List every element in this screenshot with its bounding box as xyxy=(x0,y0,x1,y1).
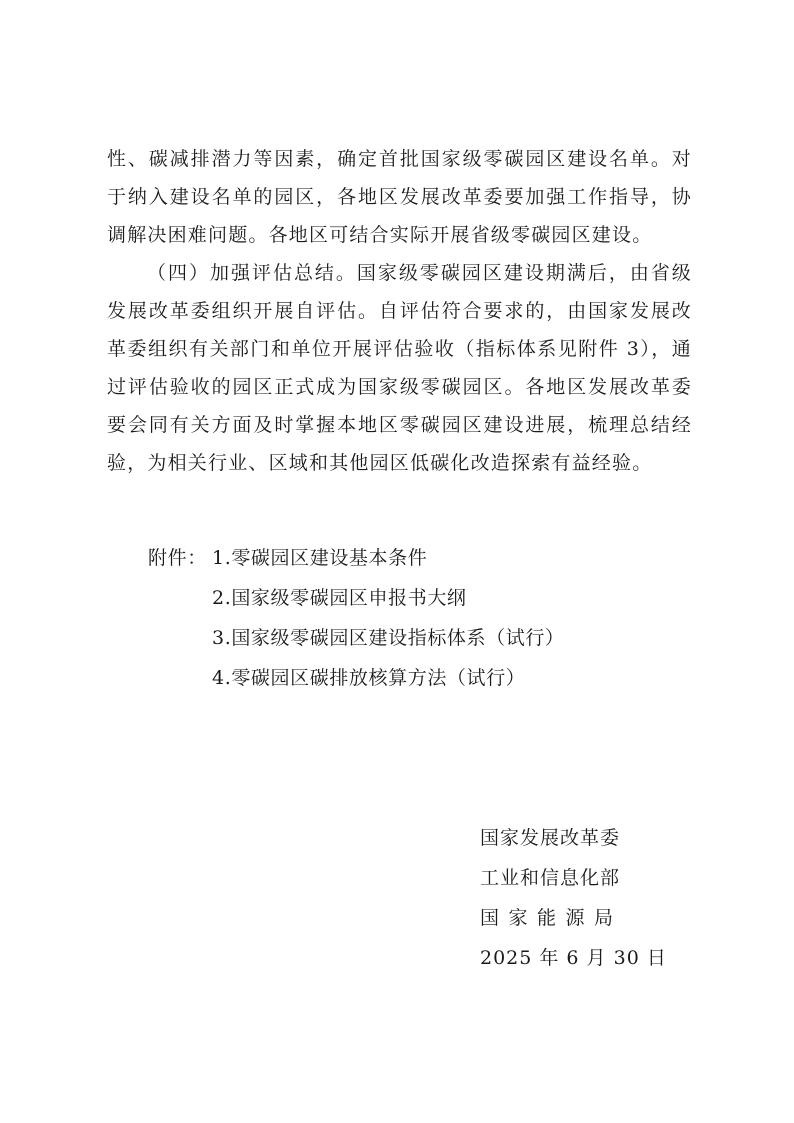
signature-date: 2025 年 6 月 30 日 xyxy=(480,947,667,969)
attachment-item-3: 3.国家级零碳园区建设指标体系（试行） xyxy=(212,627,565,649)
body-text xyxy=(107,140,692,482)
attachments-label: 附件： xyxy=(148,547,207,569)
signature-block xyxy=(480,818,740,978)
attachment-item-2: 2.国家级零碳园区申报书大纲 xyxy=(212,587,467,609)
paragraph-evaluation-summary: （四）加强评估总结。国家级零碳园区建设期满后，由省级发展改革委组织开展自评估。自评估符合要求的，由国家发展改革委组织有关部门和单位开展评估验收（指标体系见附件 3），通过评估验收的园区正式成为国家级零碳园区。各地区发展改革委要会同有关方面及时掌握本地区零碳园区建设进展，梳理总结经验，为相关行业、区域和其他园区低碳化改造探索有益经验。 xyxy=(107,262,692,474)
attachment-row xyxy=(148,658,648,698)
signature-org-ndrc: 国家发展改革委 xyxy=(480,827,621,849)
attachment-row xyxy=(148,618,648,658)
signature-org-miit: 工业和信息化部 xyxy=(480,867,621,889)
attachment-item-1: 1.零碳园区建设基本条件 xyxy=(212,547,428,569)
attachment-item-4: 4.零碳园区碳排放核算方法（试行） xyxy=(212,667,526,689)
attachment-row xyxy=(148,538,648,578)
paragraph-continuation: 性、碳减排潜力等因素，确定首批国家级零碳园区建设名单。对于纳入建设名单的园区，各地区发展改革委要加强工作指导，协调解决困难问题。各地区可结合实际开展省级零碳园区建设。 xyxy=(107,148,692,246)
attachment-row xyxy=(148,578,648,618)
signature-org-nea: 国家能源局 xyxy=(480,907,623,929)
attachments-list xyxy=(148,538,648,698)
